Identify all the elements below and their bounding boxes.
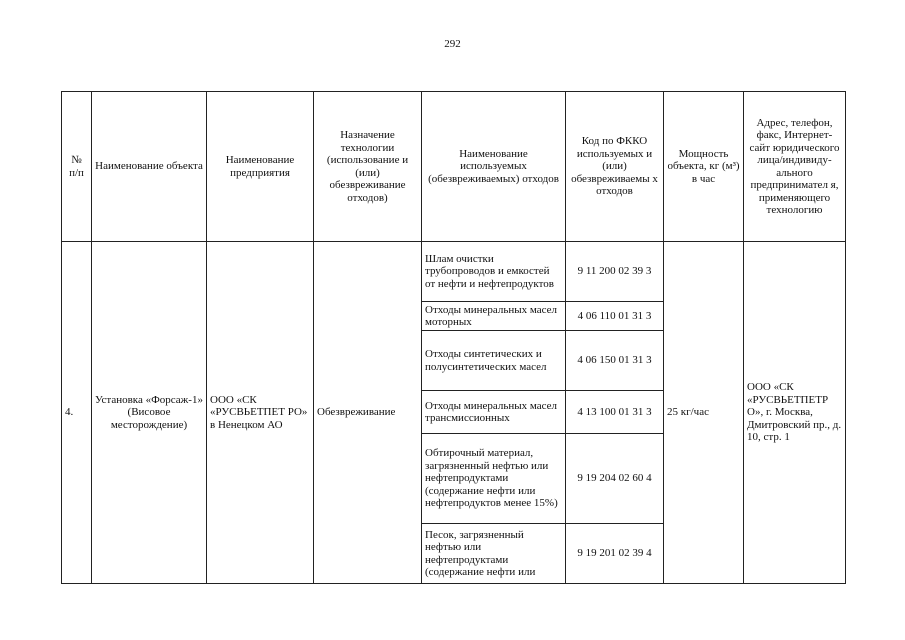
row-capacity: 25 кг/час	[664, 242, 744, 584]
header-object-name: Наименование объекта	[92, 92, 207, 242]
table-row	[62, 242, 846, 302]
row-purpose: Обезвреживание	[314, 242, 422, 584]
header-fkko-code: Код по ФККО используемых и (или) обезвреживаемы х отходов	[566, 92, 664, 242]
header-address: Адрес, телефон, факс, Интернет-сайт юридического лица/индивиду-ального предпринимател я, применяющего технологию	[744, 92, 846, 242]
waste-name-5: Обтирочный материал, загрязненный нефтью или нефтепродуктами (содержание нефти или нефтепродуктов менее 15%)	[422, 434, 566, 524]
waste-code-6: 9 19 201 02 39 4	[566, 524, 664, 584]
waste-code-2: 4 06 110 01 31 3	[566, 302, 664, 331]
waste-name-6: Песок, загрязненный нефтью или нефтепродуктами (содержание нефти или	[422, 524, 566, 584]
page-number: 292	[444, 38, 461, 50]
header-capacity: Мощность объекта, кг (м³) в час	[664, 92, 744, 242]
waste-code-5: 9 19 204 02 60 4	[566, 434, 664, 524]
row-address: ООО «СК «РУСВЬЕТПЕТР О», г. Москва, Дмитровский пр., д. 10, стр. 1	[744, 242, 846, 584]
waste-name-4: Отходы минеральных масел трансмиссионных	[422, 391, 566, 434]
waste-name-3: Отходы синтетических и полусинтетических масел	[422, 331, 566, 391]
header-row	[62, 92, 846, 242]
header-purpose: Назначение технологии (использование и (или) обезвреживание отходов)	[314, 92, 422, 242]
waste-name-2: Отходы минеральных масел моторных	[422, 302, 566, 331]
row-enterprise: ООО «СК «РУСВЬЕТПЕТ РО» в Ненецком АО	[207, 242, 314, 584]
row-object-name: Установка «Форсаж-1» (Висовое месторождение)	[92, 242, 207, 584]
header-enterprise: Наименование предприятия	[207, 92, 314, 242]
waste-name-1: Шлам очистки трубопроводов и емкостей от нефти и нефтепродуктов	[422, 242, 566, 302]
row-num: 4.	[62, 242, 92, 584]
waste-code-3: 4 06 150 01 31 3	[566, 331, 664, 391]
technology-registry-table	[61, 91, 846, 584]
waste-code-4: 4 13 100 01 31 3	[566, 391, 664, 434]
header-num: № п/п	[62, 92, 92, 242]
waste-code-1: 9 11 200 02 39 3	[566, 242, 664, 302]
header-waste-names: Наименование используемых (обезвреживаемых) отходов	[422, 92, 566, 242]
